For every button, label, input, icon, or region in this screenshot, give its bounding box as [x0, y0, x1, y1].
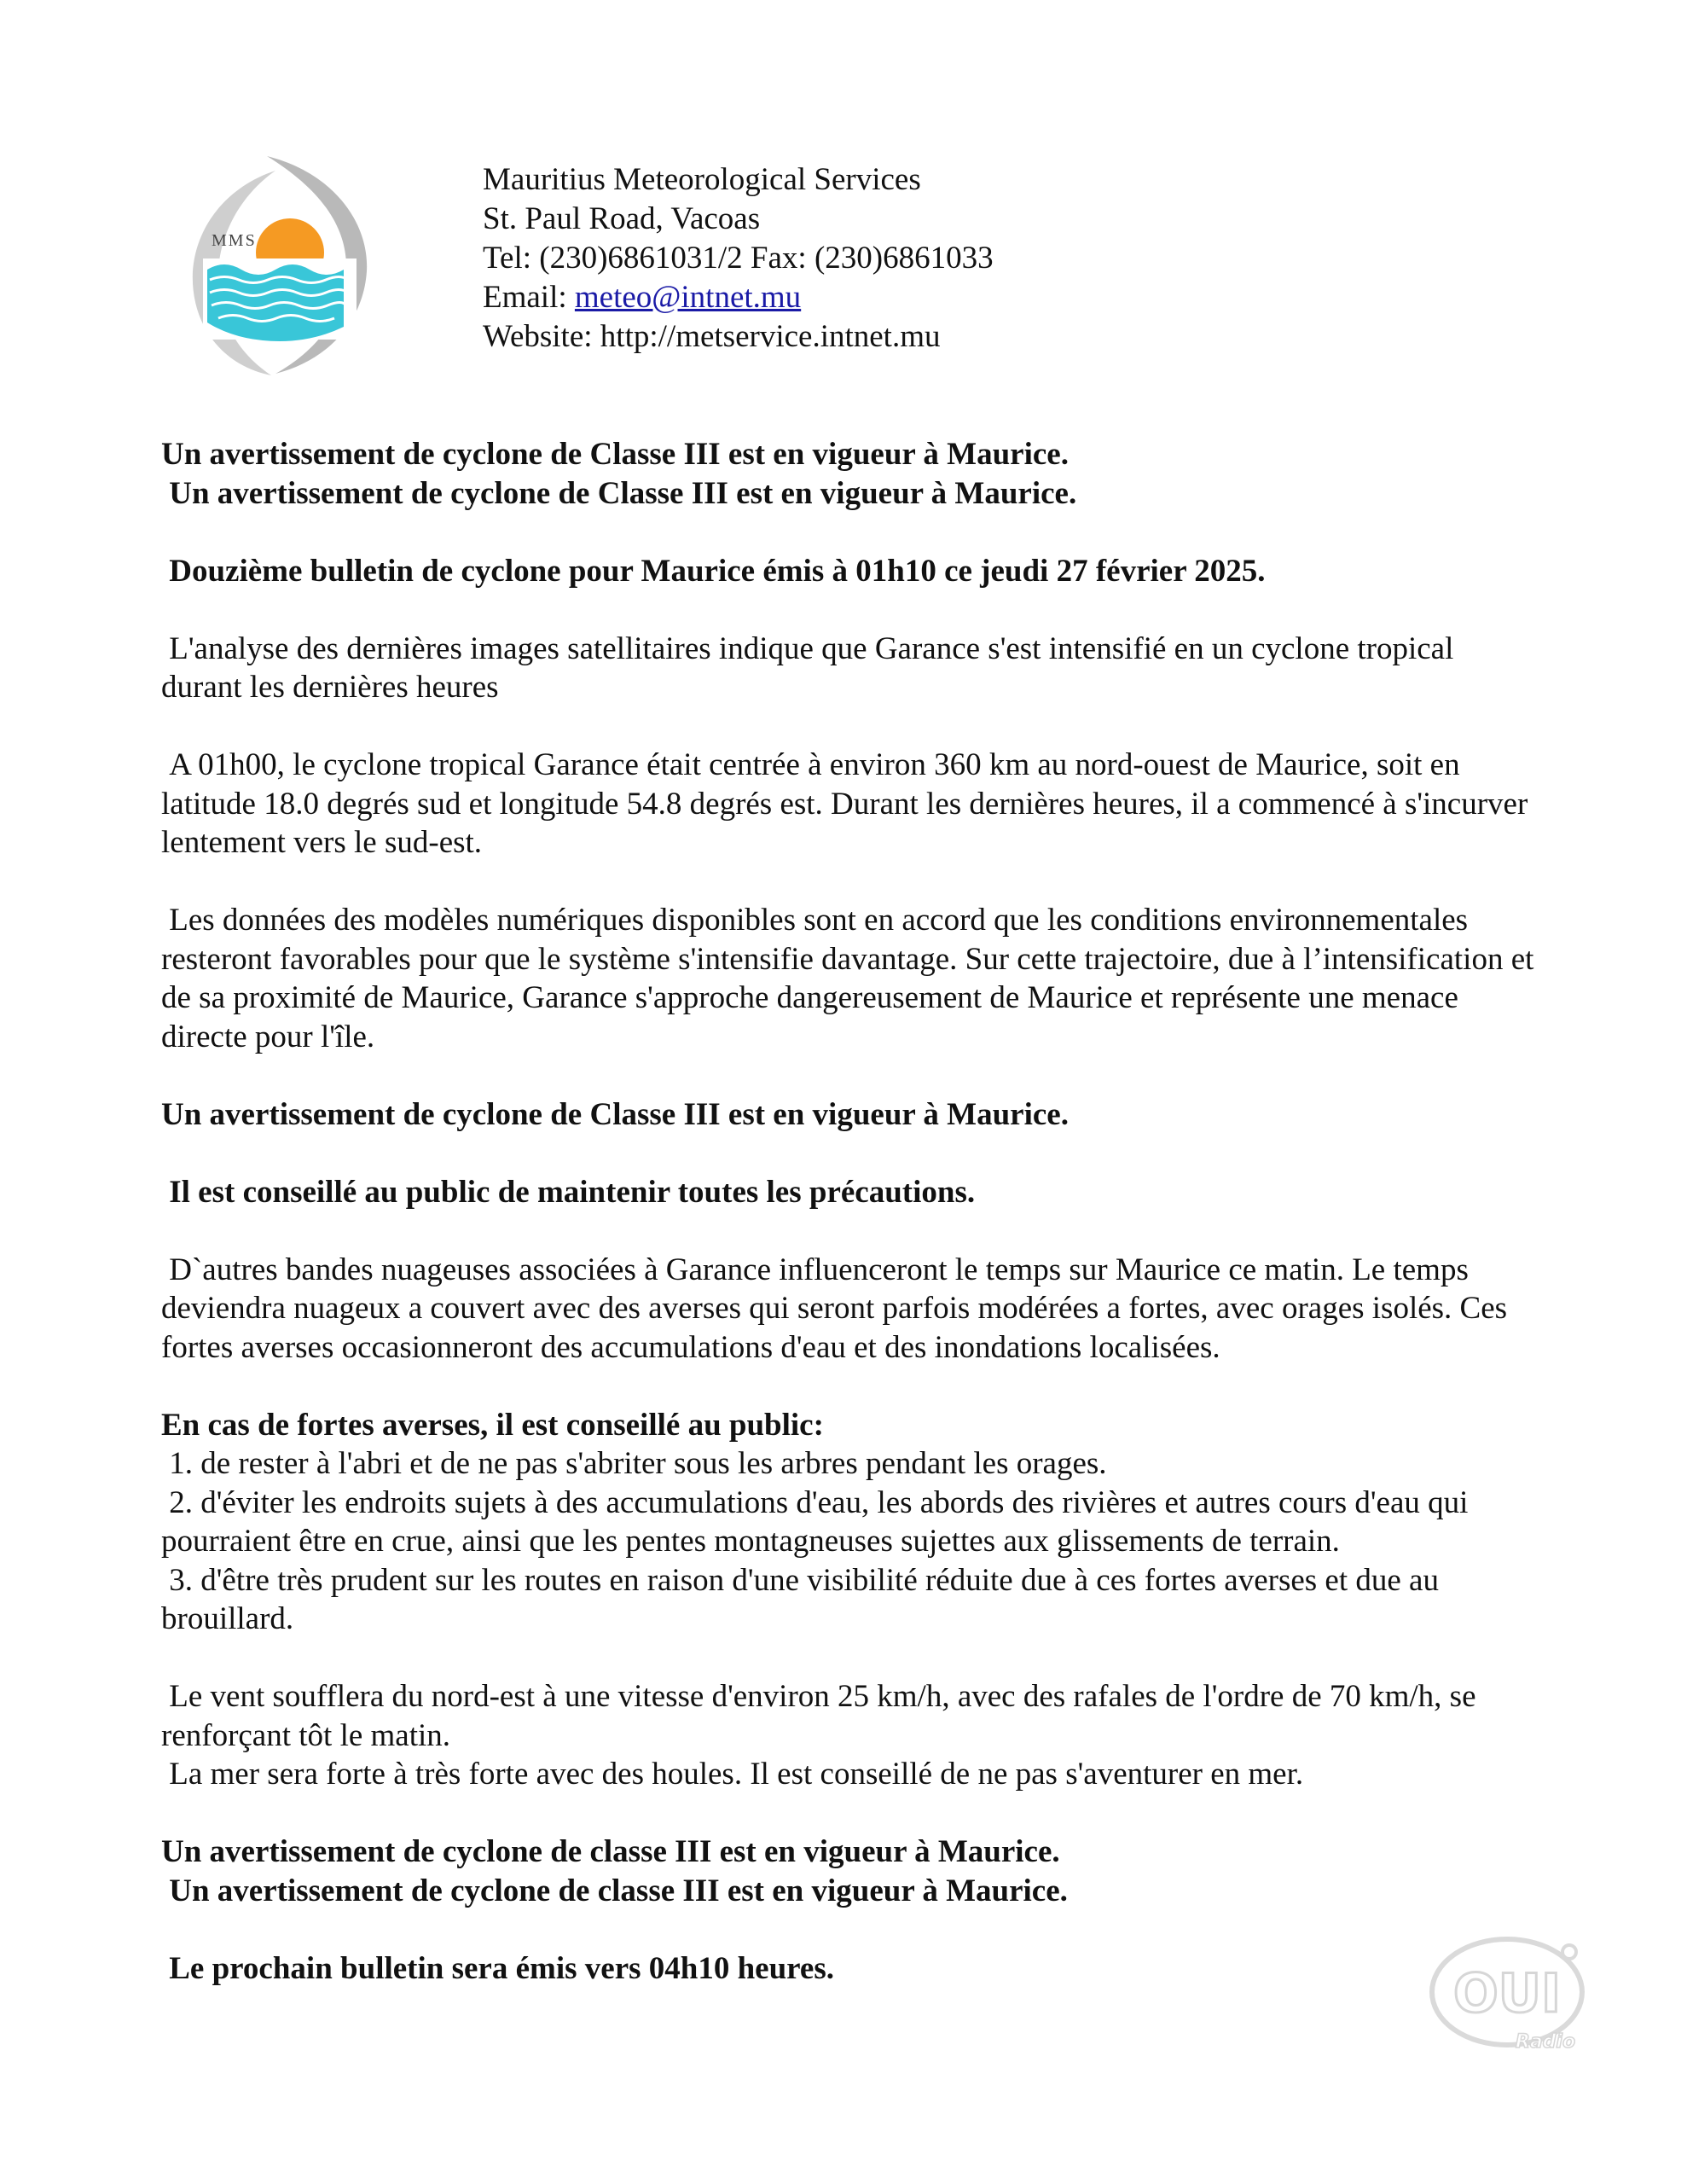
bulletin-title: Douzième bulletin de cyclone pour Maurice émis à 01h10 ce jeudi 27 février 2025.	[161, 553, 1266, 589]
weather-paragraph: D`autres bandes nuageuses associées à Garance influenceront le temps sur Maurice ce matin. Le temps deviendra nuageux a couvert avec des averses qui seront parfois modérées a fortes, avec orages isolés. Ces fortes averses occasionneront des accumulations d'eau et des inondations localisées.	[161, 1252, 1516, 1365]
warning-line: Un avertissement de cyclone de classe III est en vigueur à Maurice.	[161, 1873, 1068, 1908]
warning-line: Un avertissement de cyclone de classe III est en vigueur à Maurice.	[161, 1834, 1060, 1869]
contact-block	[483, 160, 994, 357]
phone-fax: Tel: (230)6861031/2 Fax: (230)6861033	[483, 241, 994, 276]
watermark-logo-text: OUI	[1452, 1962, 1562, 2024]
email-link[interactable]: meteo@intnet.mu	[574, 280, 802, 315]
heavy-rain-heading: En cas de fortes averses, il est conseillé au public:	[161, 1407, 824, 1443]
watermark-sub-text: Radio	[1515, 2031, 1576, 2053]
advice-line: Il est conseillé au public de maintenir toutes les précautions.	[161, 1174, 976, 1210]
models-paragraph: Les données des modèles numériques disponibles sont en accord que les conditions environnementales resteront favorables pour que le système s'intensifie davantage. Sur cette trajectoire, due à l’intensification et de sa proximité de Maurice, Garance s'approche dangereusement de Maurice et représente une menace directe pour l'île.	[161, 903, 1542, 1054]
precaution-item: 1. de rester à l'abri et de ne pas s'abriter sous les arbres pendant les orages.	[161, 1446, 1107, 1481]
warning-line: Un avertissement de cyclone de Classe III est en vigueur à Maurice.	[161, 475, 1077, 511]
organization-name: Mauritius Meteorological Services	[483, 162, 921, 197]
email-line	[483, 278, 994, 317]
website: Website: http://metservice.intnet.mu	[483, 319, 941, 354]
warning-line: Un avertissement de cyclone de Classe III est en vigueur à Maurice.	[161, 437, 1069, 472]
oui-radio-watermark-icon	[1426, 1928, 1597, 2065]
warning-line: Un avertissement de cyclone de Classe III est en vigueur à Maurice.	[161, 1096, 1069, 1132]
email-label: Email:	[483, 280, 575, 315]
precaution-item: 2. d'éviter les endroits sujets à des accumulations d'eau, les abords des rivières et autres cours d'eau qui pourraient être en crue, ainsi que les pentes montagneuses sujettes aux glissements de terrain.	[161, 1484, 1476, 1559]
logo-text: MMS	[212, 231, 257, 250]
mms-logo-icon	[186, 152, 374, 378]
analysis-paragraph: L'analyse des dernières images satellitaires indique que Garance s'est intensifié en un cyclone tropical durant les dernières heures	[161, 630, 1462, 705]
address: St. Paul Road, Vacoas	[483, 201, 761, 236]
precaution-item: 3. d'être très prudent sur les routes en raison d'une visibilité réduite due à ces fortes averses et due au brouillard.	[161, 1562, 1447, 1636]
wind-paragraph: Le vent soufflera du nord-est à une vitesse d'environ 25 km/h, avec des rafales de l'ordre de 70 km/h, se renforçant tôt le matin.	[161, 1679, 1484, 1753]
position-paragraph: A 01h00, le cyclone tropical Garance était centrée à environ 360 km au nord-ouest de Maurice, soit en latitude 18.0 degrés sud et longitude 54.8 degrés est. Durant les dernières heures, il a commencé à s'incurver lentement vers le sud-est.	[161, 747, 1536, 860]
bulletin-body	[161, 435, 1542, 1988]
next-bulletin: Le prochain bulletin sera émis vers 04h10 heures.	[161, 1950, 834, 1986]
sea-paragraph: La mer sera forte à très forte avec des houles. Il est conseillé de ne pas s'aventurer en mer.	[161, 1757, 1304, 1792]
